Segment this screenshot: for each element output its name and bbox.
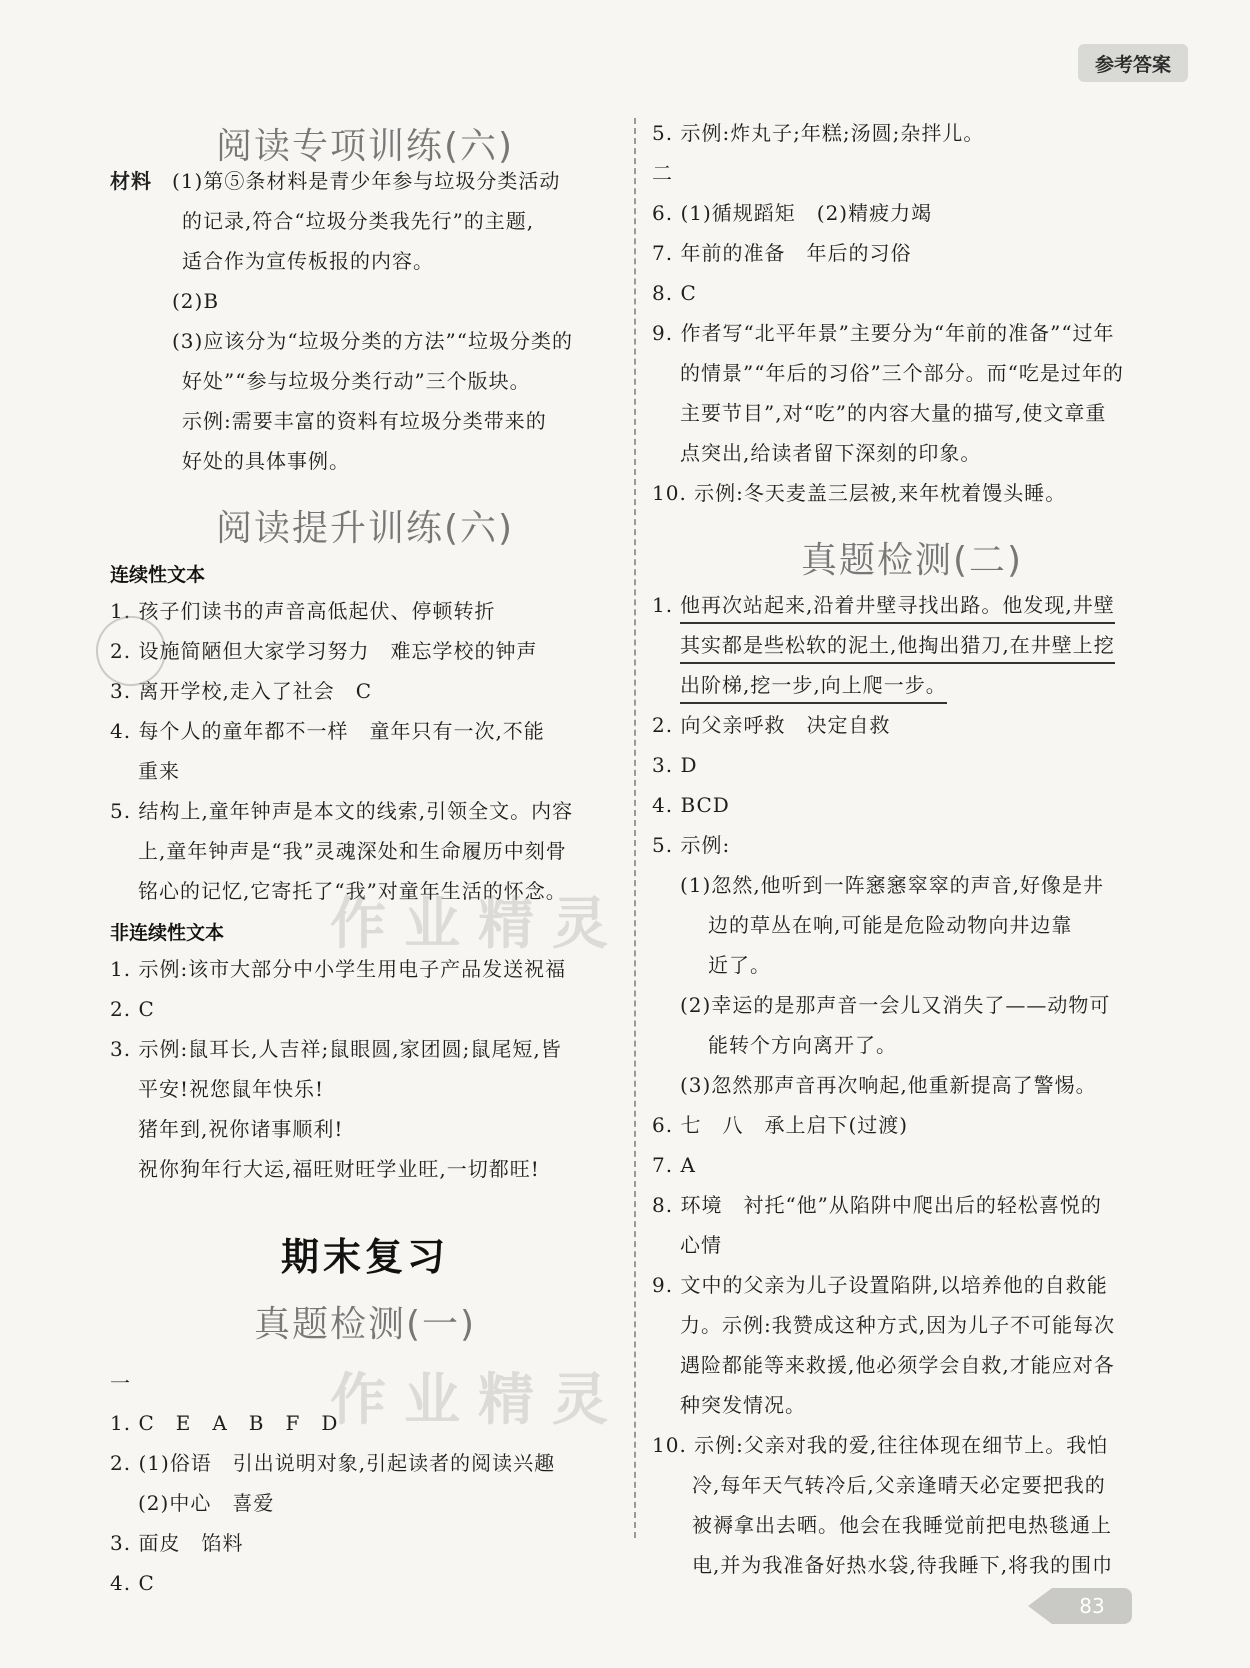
text-line: 遇险都能等来救援,他必须学会自救,才能应对各 [680,1353,1115,1377]
text-line: 3. 示例:鼠耳长,人吉祥;鼠眼圆,家团圆;鼠尾短,皆 [110,1037,562,1061]
text-line: 2. C [110,997,155,1021]
subsection-noncontinuous-text: 非连续性文本 [110,922,225,944]
text-line: 电,并为我准备好热水袋,待我睡下,将我的围巾 [692,1553,1114,1577]
text-line: 2. 设施简陋但大家学习努力 难忘学校的钟声 [110,639,538,663]
text-line: 好处的具体事例。 [182,449,350,473]
section-title-exam-1: 真题检测(一) [253,1304,477,1345]
text-line: 力。示例:我赞成这种方式,因为儿子不可能每次 [680,1313,1116,1337]
text-line: 近了。 [708,953,771,977]
text-line: (1)忽然,他听到一阵窸窸窣窣的声音,好像是井 [680,873,1105,897]
text-line: 1. 示例:该市大部分中小学生用电子产品发送祝福 [110,957,567,981]
text-line: 的情景”“年后的习俗”三个部分。而“吃是过年的 [680,361,1124,385]
text-line: 5. 结构上,童年钟声是本文的线索,引领全文。内容 [110,799,574,823]
underlined-answer-line: 其实都是些松软的泥土,他掏出猎刀,在井壁上挖 [680,630,1115,664]
text-line: 4. BCD [652,793,730,817]
materials-label: 材料 [110,169,152,193]
text-line: 8. 环境 衬托“他”从陷阱中爬出后的轻松喜悦的 [652,1193,1102,1217]
text-line: 边的草丛在响,可能是危险动物向井边靠 [708,913,1073,937]
text-line: 4. C [110,1571,155,1595]
section-title-reading-advance: 阅读提升训练(六) [215,508,515,549]
text-line: 3. 面皮 馅料 [110,1531,244,1555]
text-line: 心情 [680,1233,722,1257]
text-line: 7. A [652,1153,696,1177]
text-line: 4. 每个人的童年都不一样 童年只有一次,不能 [110,719,545,743]
text-line: 好处”“参与垃圾分类行动”三个版块。 [182,369,531,393]
text-line: 9. 作者写“北平年景”主要分为“年前的准备”“过年 [652,321,1115,345]
text-line: 1. 孩子们读书的声音高低起伏、停顿转折 [110,599,496,623]
part-label: 二 [652,161,673,185]
text-line: 猪年到,祝你诸事顺利! [138,1117,344,1141]
watermark: 作业精灵 [330,1368,626,1433]
text-line: 9. 文中的父亲为儿子设置陷阱,以培养他的自救能 [652,1273,1108,1297]
text-line: 8. C [652,281,697,305]
text-line: 冷,每年天气转冷后,父亲逢晴天必定要把我的 [692,1473,1106,1497]
text-line: (3)忽然那声音再次响起,他重新提高了警惕。 [680,1073,1097,1097]
part-label: 一 [110,1371,131,1395]
text-line: 示例:需要丰富的资料有垃圾分类带来的 [182,409,547,433]
underlined-answer-line: 出阶梯,挖一步,向上爬一步。 [680,670,947,704]
text-line: (1)第⑤条材料是青少年参与垃圾分类活动 [172,169,561,193]
text-line: 5. 示例: [652,833,731,857]
text-line: (2)中心 喜爱 [138,1491,275,1515]
text-line: 2. 向父亲呼救 决定自救 [652,713,891,737]
text-line: 主要节目”,对“吃”的内容大量的描写,使文章重 [680,401,1107,425]
text-line: 上,童年钟声是“我”灵魂深处和生命履历中刻骨 [138,839,567,863]
text-line: 6. (1)循规蹈矩 (2)精疲力竭 [652,201,933,225]
column-divider [634,118,636,1538]
text-line: 3. 离开学校,走入了社会 C [110,679,373,703]
text-line: 能转个方向离开了。 [708,1033,897,1057]
question-number: 1. [652,593,674,617]
underlined-answer-line: 他再次站起来,沿着井壁寻找出路。他发现,井壁 [680,590,1115,624]
text-line: 被褥拿出去晒。他会在我睡觉前把电热毯通上 [692,1513,1112,1537]
text-line: 祝你狗年行大运,福旺财旺学业旺,一切都旺! [138,1157,540,1181]
text-line: 点突出,给读者留下深刻的印象。 [680,441,982,465]
text-line: 平安!祝您鼠年快乐! [138,1077,325,1101]
text-line: 10. 示例:父亲对我的爱,往往体现在细节上。我怕 [652,1433,1109,1457]
watermark: 作业精灵 [330,892,626,957]
text-line: 种突发情况。 [680,1393,806,1417]
page-number: 83 [1052,1588,1132,1624]
text-line: 1. C E A B F D [110,1411,339,1435]
final-review-title: 期末复习 [280,1235,449,1279]
text-line: (3)应该分为“垃圾分类的方法”“垃圾分类的 [172,329,574,353]
text-line: 适合作为宣传板报的内容。 [182,249,434,273]
text-line: 5. 示例:炸丸子;年糕;汤圆;杂拌儿。 [652,121,985,145]
text-line: 铭心的记忆,它寄托了“我”对童年生活的怀念。 [138,879,567,903]
text-line: 10. 示例:冬天麦盖三层被,来年枕着馒头睡。 [652,481,1067,505]
text-line: 2. (1)俗语 引出说明对象,引起读者的阅读兴趣 [110,1451,556,1475]
text-line: 7. 年前的准备 年后的习俗 [652,241,912,265]
answer-tag: 参考答案 [1078,44,1188,82]
section-title-reading-special: 阅读专项训练(六) [215,126,515,167]
subsection-continuous-text: 连续性文本 [110,564,206,586]
text-line: 重来 [138,759,180,783]
page-number-arrow-icon [1028,1588,1052,1624]
text-line: 的记录,符合“垃圾分类我先行”的主题, [182,209,535,233]
section-title-exam-2: 真题检测(二) [800,540,1024,581]
text-line: 3. D [652,753,698,777]
text-line: (2)B [172,289,220,313]
text-line: 6. 七 八 承上启下(过渡) [652,1113,909,1137]
text-line: (2)幸运的是那声音一会儿又消失了——动物可 [680,993,1111,1017]
